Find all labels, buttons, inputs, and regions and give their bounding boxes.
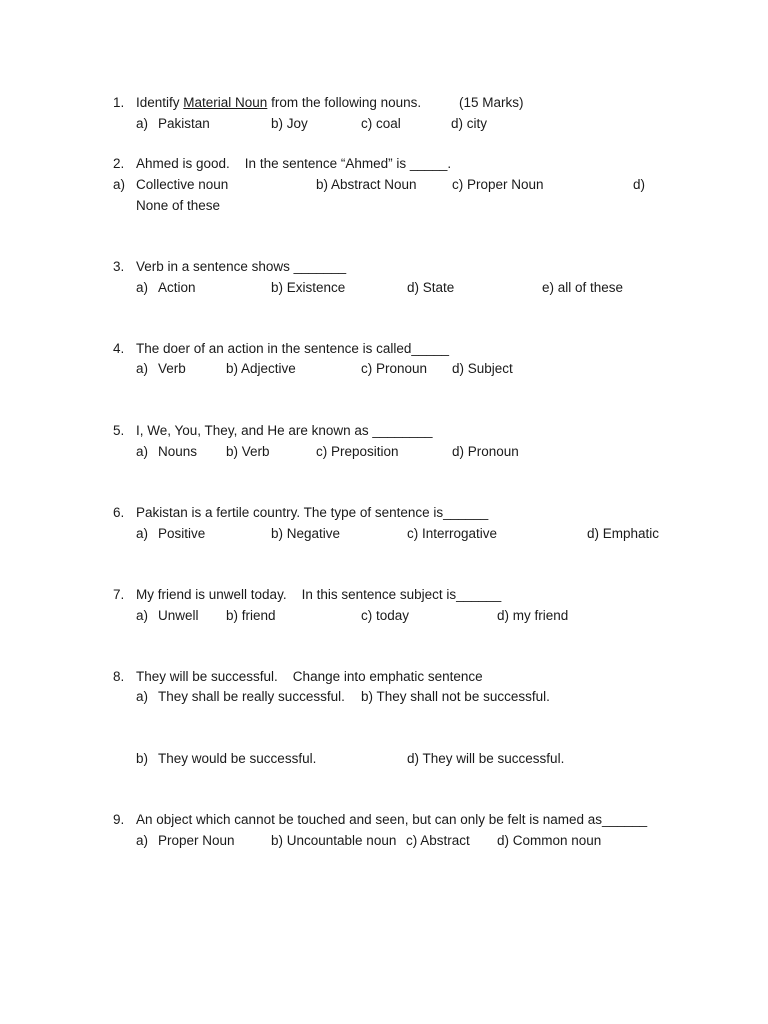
question-number: 6. (113, 505, 125, 520)
option-d: d) Emphatic (587, 526, 660, 541)
option-d: d) my friend (497, 608, 569, 623)
option-b: b) They shall not be successful. (361, 689, 550, 704)
question-number: 7. (113, 587, 125, 602)
option-b: b) Existence (271, 280, 346, 295)
question-stem: The doer of an action in the sentence is called_____ (136, 341, 449, 356)
option-b: b) Joy (271, 116, 308, 131)
underlined-term: Material Noun (183, 95, 268, 110)
option-b: b) Adjective (226, 361, 296, 376)
question-number: 9. (113, 812, 125, 827)
option-letter: a) (136, 608, 149, 623)
question-stem: They will be successful. Change into emphatic sentence (136, 669, 483, 684)
question-stem: Pakistan is a fertile country. The type of sentence is______ (136, 505, 489, 520)
question-number: 4. (113, 341, 125, 356)
question-number: 1. (113, 95, 125, 110)
option-c: c) Abstract (406, 833, 470, 848)
option-a: They shall be really successful. (158, 689, 345, 704)
option-d: None of these (136, 198, 221, 213)
question-stem: An object which cannot be touched and seen, but can only be felt is named as______ (136, 812, 648, 827)
option-d: d) State (407, 280, 455, 295)
option-c: c) coal (361, 116, 401, 131)
option-b: b) Negative (271, 526, 341, 541)
question-number: 3. (113, 259, 125, 274)
question-number: 8. (113, 669, 125, 684)
option-a: Collective noun (136, 177, 229, 192)
option-letter: a) (136, 361, 149, 376)
option-d: d) Common noun (497, 833, 602, 848)
option-letter: a) (136, 280, 149, 295)
option-a: Action (158, 280, 196, 295)
option-c: c) Preposition (316, 444, 399, 459)
option-d: d) They will be successful. (407, 751, 565, 766)
option-letter: b) (136, 751, 149, 766)
option-d: d) city (451, 116, 488, 131)
option-letter: a) (136, 526, 149, 541)
option-letter: a) (136, 833, 149, 848)
question-stem: Verb in a sentence shows _______ (136, 259, 347, 274)
question-number: 2. (113, 156, 125, 171)
option-a: Positive (158, 526, 206, 541)
option-letter: a) (136, 116, 149, 131)
option-b: b) Abstract Noun (316, 177, 417, 192)
option-a: Unwell (158, 608, 199, 623)
option-d: d) Subject (452, 361, 513, 376)
option-c: They would be successful. (158, 751, 317, 766)
option-a: Pakistan (158, 116, 210, 131)
option-a: Nouns (158, 444, 198, 459)
question-number: 5. (113, 423, 125, 438)
option-letter: a) (113, 177, 126, 192)
option-e: e) all of these (542, 280, 624, 295)
option-c: c) Proper Noun (452, 177, 544, 192)
option-letter: a) (136, 444, 149, 459)
option-a: Proper Noun (158, 833, 235, 848)
option-d: d) Pronoun (452, 444, 519, 459)
option-a: Verb (158, 361, 186, 376)
marks-label: (15 Marks) (459, 95, 524, 110)
option-c: c) Interrogative (407, 526, 498, 541)
option-b: b) Uncountable noun (271, 833, 397, 848)
question-stem: My friend is unwell today. In this sentence subject is______ (136, 587, 502, 602)
option-d-letter: d) (633, 177, 646, 192)
option-c: c) Pronoun (361, 361, 428, 376)
question-stem: I, We, You, They, and He are known as ________ (136, 423, 433, 438)
question-stem: Ahmed is good. In the sentence “Ahmed” is _____. (136, 156, 452, 171)
option-c: c) today (361, 608, 410, 623)
question-stem: Identify Material Noun from the following nouns. (136, 95, 422, 110)
option-b: b) friend (226, 608, 276, 623)
option-letter: a) (136, 689, 149, 704)
option-b: b) Verb (226, 444, 270, 459)
